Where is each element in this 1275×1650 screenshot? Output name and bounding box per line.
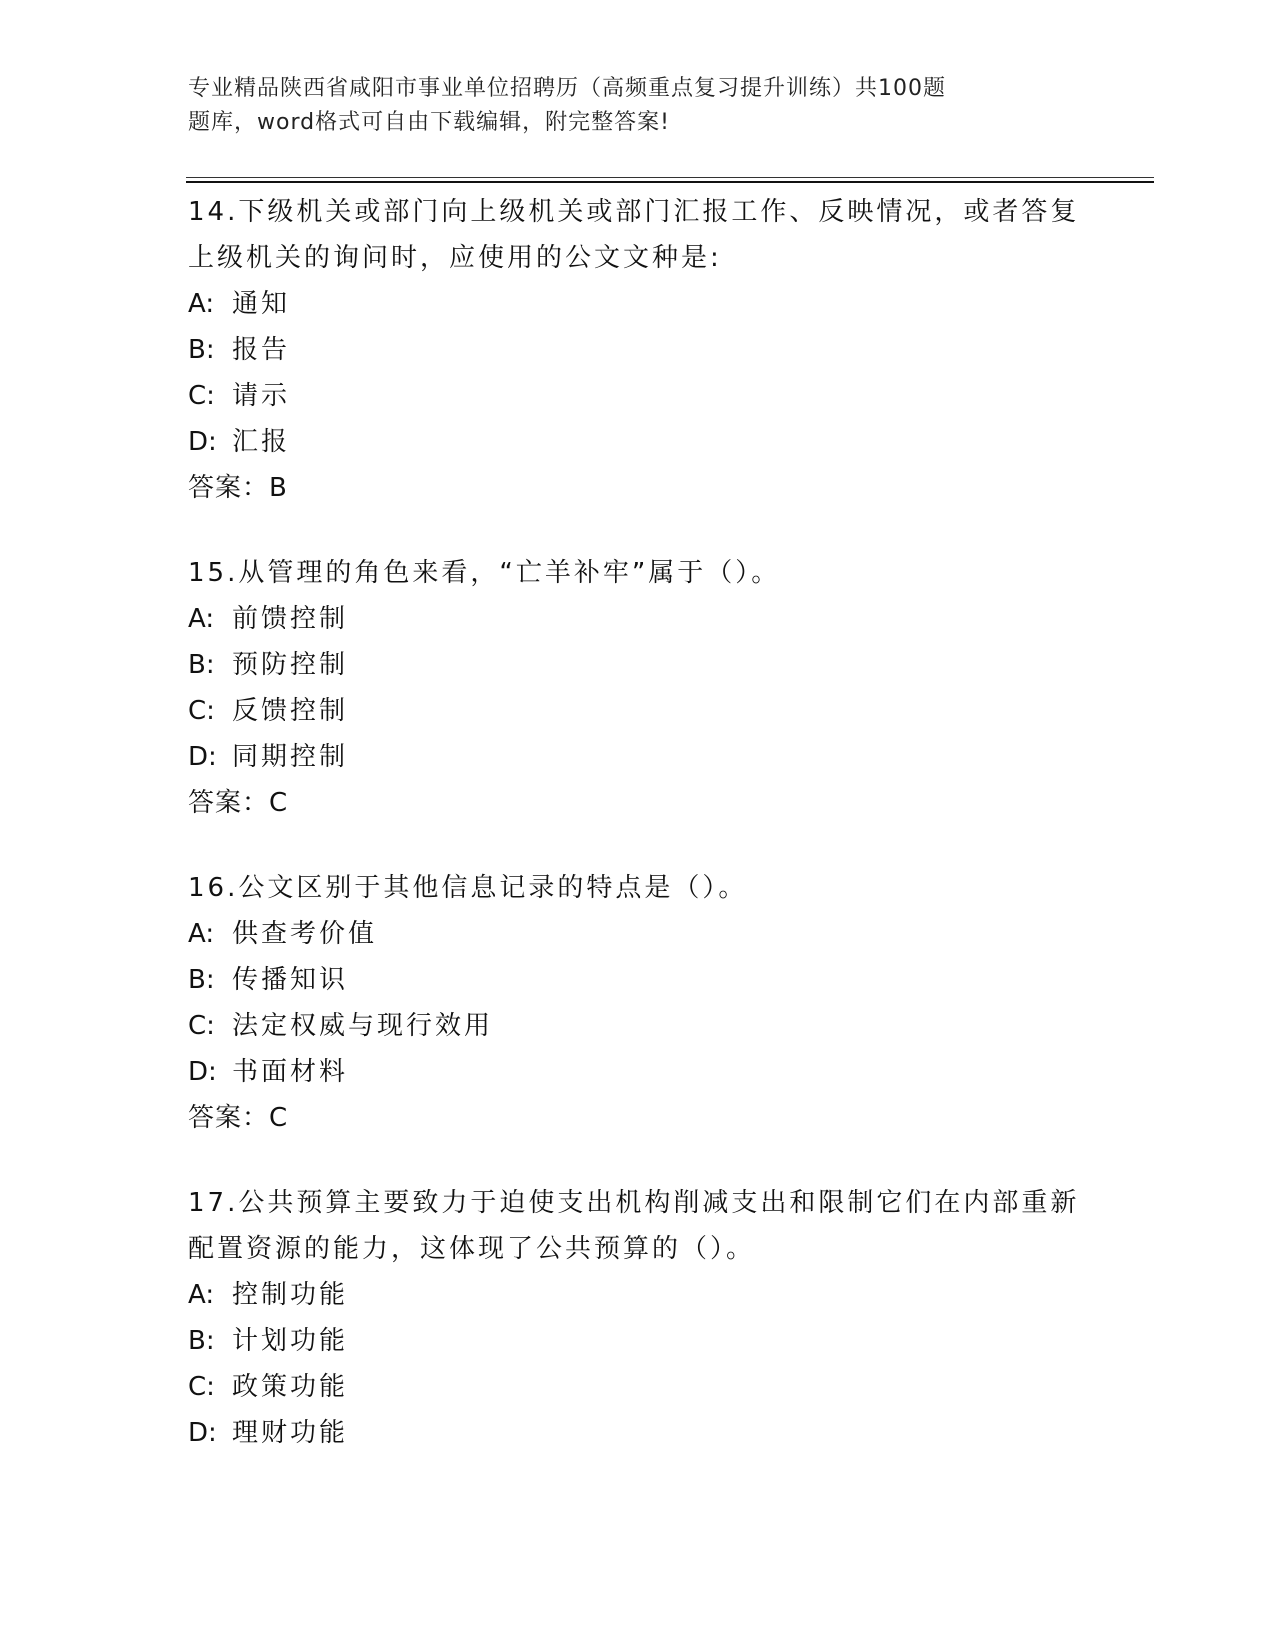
option-text: 前馈控制: [232, 604, 349, 634]
question-stem: 14.下级机关或部门向上级机关或部门汇报工作、反映情况，或者答复上级机关的询问时，应使用的公文文种是:: [188, 197, 1080, 273]
option-letter: C:: [188, 1011, 215, 1041]
option-d: [188, 1410, 1088, 1456]
option-text: 请示: [232, 381, 291, 411]
option-c: [188, 1364, 1088, 1410]
option-b: [188, 1318, 1088, 1364]
option-letter: A:: [188, 289, 215, 319]
option-letter: B:: [188, 335, 215, 365]
option-text: 理财功能: [232, 1418, 349, 1448]
option-letter: B:: [188, 965, 215, 995]
option-list: [188, 911, 1088, 1095]
option-letter: D:: [188, 427, 217, 457]
option-c: [188, 688, 1088, 734]
option-text: 传播知识: [232, 965, 349, 995]
option-text: 供查考价值: [232, 919, 378, 949]
header-line-1: 专业精品陕西省咸阳市事业单位招聘历（高频重点复习提升训练）共100题: [188, 76, 946, 101]
option-letter: B:: [188, 1326, 215, 1356]
option-text: 控制功能: [232, 1280, 349, 1310]
header-divider-thick: [186, 181, 1154, 183]
option-list: [188, 1272, 1088, 1456]
option-text: 同期控制: [232, 742, 349, 772]
question-stem: 17.公共预算主要致力于迫使支出机构削减支出和限制它们在内部重新配置资源的能力，这体现了公共预算的（）。: [188, 1188, 1080, 1264]
option-d: [188, 419, 1088, 465]
option-text: 预防控制: [232, 650, 349, 680]
option-text: 书面材料: [232, 1057, 349, 1087]
option-letter: C:: [188, 381, 215, 411]
question-item: [188, 1180, 1088, 1456]
option-letter: A:: [188, 919, 215, 949]
option-letter: C:: [188, 1372, 215, 1402]
question-item: [188, 550, 1088, 826]
option-b: [188, 957, 1088, 1003]
option-letter: D:: [188, 742, 217, 772]
option-text: 通知: [232, 289, 291, 319]
option-c: [188, 1003, 1088, 1049]
option-letter: B:: [188, 650, 215, 680]
option-a: [188, 281, 1088, 327]
option-letter: D:: [188, 1418, 217, 1448]
option-text: 计划功能: [232, 1326, 349, 1356]
option-d: [188, 734, 1088, 780]
answer-line: 答案：C: [188, 788, 289, 818]
option-a: [188, 596, 1088, 642]
header-line-2: 题库，word格式可自由下载编辑，附完整答案!: [188, 110, 670, 135]
option-text: 反馈控制: [232, 696, 349, 726]
option-a: [188, 911, 1088, 957]
option-text: 法定权威与现行效用: [232, 1011, 494, 1041]
question-item: [188, 189, 1088, 511]
option-a: [188, 1272, 1088, 1318]
option-d: [188, 1049, 1088, 1095]
document-header: [188, 72, 1068, 140]
option-letter: A:: [188, 604, 215, 634]
option-c: [188, 373, 1088, 419]
question-stem: 15.从管理的角色来看，“亡羊补牢”属于（）。: [188, 558, 781, 588]
option-b: [188, 327, 1088, 373]
option-letter: C:: [188, 696, 215, 726]
answer-line: 答案：B: [188, 473, 288, 503]
question-stem: 16.公文区别于其他信息记录的特点是（）。: [188, 873, 748, 903]
option-text: 报告: [232, 335, 291, 365]
option-letter: A:: [188, 1280, 215, 1310]
option-letter: D:: [188, 1057, 217, 1087]
option-text: 政策功能: [232, 1372, 349, 1402]
question-item: [188, 865, 1088, 1141]
option-list: [188, 281, 1088, 465]
option-b: [188, 642, 1088, 688]
option-text: 汇报: [232, 427, 291, 457]
option-list: [188, 596, 1088, 780]
header-divider-thin: [186, 177, 1154, 178]
answer-line: 答案：C: [188, 1103, 289, 1133]
question-list: [188, 189, 1088, 1495]
